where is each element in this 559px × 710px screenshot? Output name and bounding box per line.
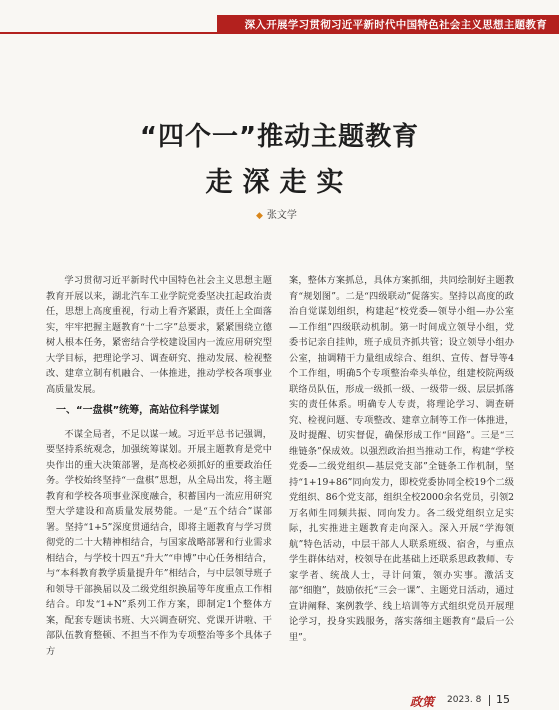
right-column <box>289 273 514 645</box>
diamond-icon: ◆ <box>256 211 263 221</box>
header-red-band <box>217 15 559 32</box>
article-title-line2: 走深走实 <box>205 167 354 198</box>
author-byline <box>256 206 297 221</box>
magazine-logo: 政策 <box>410 695 435 709</box>
header-rule <box>0 32 559 34</box>
page-footer <box>0 693 559 708</box>
issue-date: 2023. 8 <box>447 695 482 705</box>
footer-divider <box>489 695 490 706</box>
paragraph-continued: 案，整体方案抓总，具体方案抓细，共同绘制好主题教育“规划图”。二是“四级联动”促落实。坚持以高度的政治自觉谋划组织，构建起“校党委—领导小组—办公室—工作组”四级联动机制。第一时间成立领导小组，党委书记亲自挂帅，班子成员齐抓共管；设立领导小组办公室，抽调精干力量组成综合、组织、宣传、督导等4个工作组，明确5个专项整治牵头单位，组建校院两级联络员队伍，形成一级抓一级、一级带一级、层层抓落实的责任体系。明确专人专责，将理论学习、调查研究、检视问题、专项整改、建章立制等工作一体推进，及时提醒、切实督促，确保形成工作“回路”。三是“三维链条”保成效。以强烈政治担当推动工作，构建“学校党委—二级党组织—基层党支部”全链条工作机制，坚持“1+19+86”同向发力，即校党委协同全校19个二级党组织、86个党支部，组织全校2000余名党员，引领2万名师生同频共振、同向发力。各二级党组织立足实际，扎实推进主题教育走向深入。深入开展“学海领航”特色活动，中层干部人人联系班级、宿舍，与重点学生群体结对，校领导在此基础上还联系思政教师、专家学者、统战人士，寻计问策，领办实事。激活支部“细胞”，鼓励依托“三会一课”、主题党日活动，通过宣讲阐释、案例教学、线上培训等方式组织党员开展理论学习，投身实践服务，落实落细主题教育“最后一公里”。 <box>289 275 514 643</box>
paragraph-intro: 学习贯彻习近平新时代中国特色社会主义思想主题教育开展以来，湖北汽车工业学院党委坚决扛起政治责任，思想上高度重视，行动上看齐紧跟，责任上全面落实，牢牢把握主题教育“十二字”总要求，紧紧围绕立德树人根本任务，紧密结合学校建设国内一流应用研究型大学目标，把理论学习、调查研究、推动发展、检视整改、建章立制有机融合、一体推进，推动学校各项事业高质量发展。 <box>46 275 272 395</box>
author-name: 张文学 <box>266 210 297 221</box>
page-number: 15 <box>496 693 510 706</box>
left-column <box>46 273 272 659</box>
header-banner-text: 深入开展学习贯彻习近平新时代中国特色社会主义思想主题教育 <box>244 19 547 31</box>
section-heading-1: 一、“一盘棋”统筹，高站位科学谋划 <box>56 405 220 416</box>
paragraph-section1: 不谋全局者，不足以谋一域。习近平总书记强调，要坚持系统观念，加强统筹谋划。开展主题教育是党中央作出的重大决策部署，是高校必须抓好的重要政治任务。学校始终坚持“一盘棋”思想，从全局出发，将主题教育和学校各项事业深度融合，积蓄国内一流应用研究型大学建设和高质量发展势能。一是“五个结合”谋部署。坚持“1+5”深度贯通结合，即将主题教育与学习贯彻党的二十大精神相结合，与国家战略部署和行业需求相结合，与学校十四五“升大”“申博”中心任务相结合，与“本科教育教学质量提升年”相结合，与中层领导班子和领导干部换届以及二级党组织换届等年度重点工作相结合。印发“1+N”系列工作方案，即制定1个整体方案，配套专题读书班、大兴调查研究、党课开讲啦、干部队伍教育整顿、不担当不作为专项整治等多个具体子方 <box>46 428 272 657</box>
article-title-line1: “四个一”推动主题教育 <box>139 122 420 152</box>
header-banner <box>0 15 559 35</box>
